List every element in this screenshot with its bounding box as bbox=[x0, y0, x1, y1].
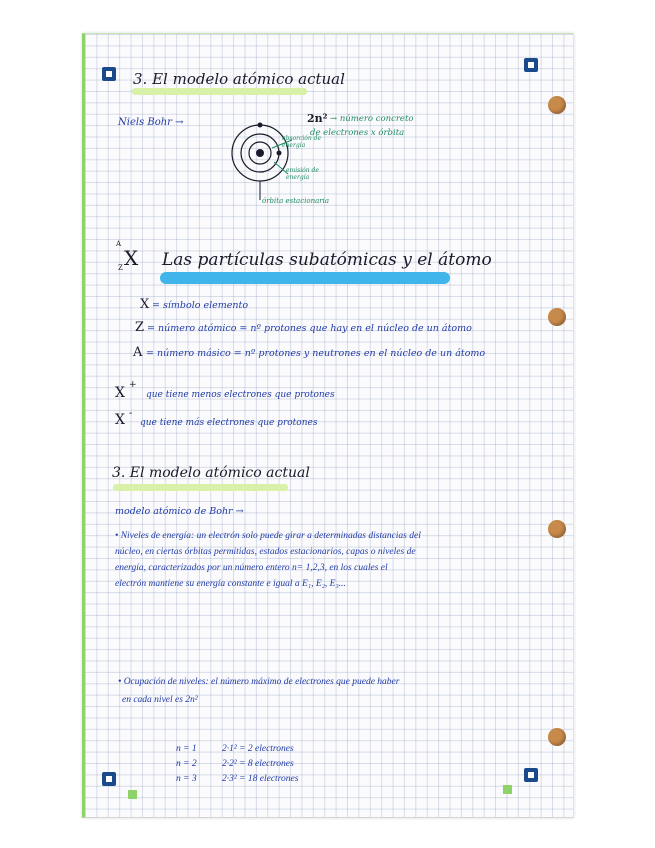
orbit-label: órbita estacionaria bbox=[262, 197, 330, 205]
binder-hole bbox=[548, 308, 566, 326]
title-highlight bbox=[132, 88, 307, 95]
atomic-number-subscript: Z bbox=[118, 264, 123, 272]
anion-charge: - bbox=[129, 408, 133, 419]
page-corner-marker-top-right bbox=[524, 58, 538, 72]
formula-note-2: de electrones x órbita bbox=[310, 128, 405, 138]
energy-levels-line-1: • Niveles de energía: un electrón solo puede girar a determinadas distancias del bbox=[115, 531, 421, 541]
page-corner-marker-bottom-left bbox=[102, 772, 116, 786]
energy-levels-line-2: núcleo, en ciertas órbitas permitidas, estados estacionarios, capas o niveles de bbox=[115, 547, 416, 557]
heading-highlight bbox=[160, 272, 450, 284]
cation-charge: + bbox=[129, 380, 137, 390]
level-row-calc: 2·2² = 8 electrones bbox=[222, 759, 294, 769]
binder-hole bbox=[548, 728, 566, 746]
bohr-label: Niels Bohr → bbox=[118, 117, 184, 128]
cation-symbol: X bbox=[115, 385, 125, 401]
section2-title: Las partículas subatómicas y el átomo bbox=[162, 250, 492, 270]
absorption-label: absorción de energía bbox=[282, 135, 322, 149]
a-symbol: A bbox=[133, 345, 143, 360]
level-row-n: n = 2 bbox=[176, 759, 197, 769]
emission-label: emisión de energía bbox=[286, 167, 319, 181]
anion-symbol: X bbox=[115, 412, 125, 428]
green-marker bbox=[128, 790, 137, 799]
formula-2n2: 2n² bbox=[307, 112, 328, 125]
x-definition: = símbolo elemento bbox=[152, 300, 249, 311]
section3-subtitle: modelo atómico de Bohr → bbox=[115, 506, 244, 517]
section3-title: 3. El modelo atómico actual bbox=[112, 465, 310, 481]
level-row-n: n = 3 bbox=[176, 774, 197, 784]
page-corner-marker-top-left bbox=[102, 67, 116, 81]
level-row-calc: 2·1² = 2 electrones bbox=[222, 744, 294, 754]
binder-hole bbox=[548, 96, 566, 114]
energy-levels-line-3: energía, caracterizados por un número entero n= 1,2,3, en los cuales el bbox=[115, 563, 388, 573]
mass-number-superscript: A bbox=[116, 240, 122, 248]
title-highlight bbox=[113, 484, 288, 491]
page-corner-marker-bottom-right bbox=[524, 768, 538, 782]
level-row-n: n = 1 bbox=[176, 744, 197, 754]
energy-levels-line-4: electrón mantiene su energía constante e igual a E₁, E₂, E₃... bbox=[115, 579, 346, 589]
section1-title: 3. El modelo atómico actual bbox=[133, 70, 345, 88]
z-symbol: Z bbox=[135, 320, 145, 335]
anion-text: que tiene más electrones que protones bbox=[140, 418, 318, 428]
formula-note-1: → número concreto bbox=[330, 114, 414, 124]
occupancy-line-1: • Ocupación de niveles: el número máximo de electrones que puede haber bbox=[118, 677, 400, 687]
z-definition: = número atómico = nº protones que hay en el núcleo de un átomo bbox=[147, 323, 472, 334]
occupancy-line-2: en cada nivel es 2n² bbox=[122, 695, 198, 705]
element-symbol: X bbox=[124, 246, 139, 270]
binder-hole bbox=[548, 520, 566, 538]
green-marker bbox=[503, 785, 512, 794]
level-row-calc: 2·3² = 18 electrones bbox=[222, 774, 299, 784]
cation-text: que tiene menos electrones que protones bbox=[146, 390, 335, 400]
a-definition: = número másico = nº protones y neutrones en el núcleo de un átomo bbox=[146, 348, 486, 359]
x-symbol: X bbox=[140, 297, 150, 312]
